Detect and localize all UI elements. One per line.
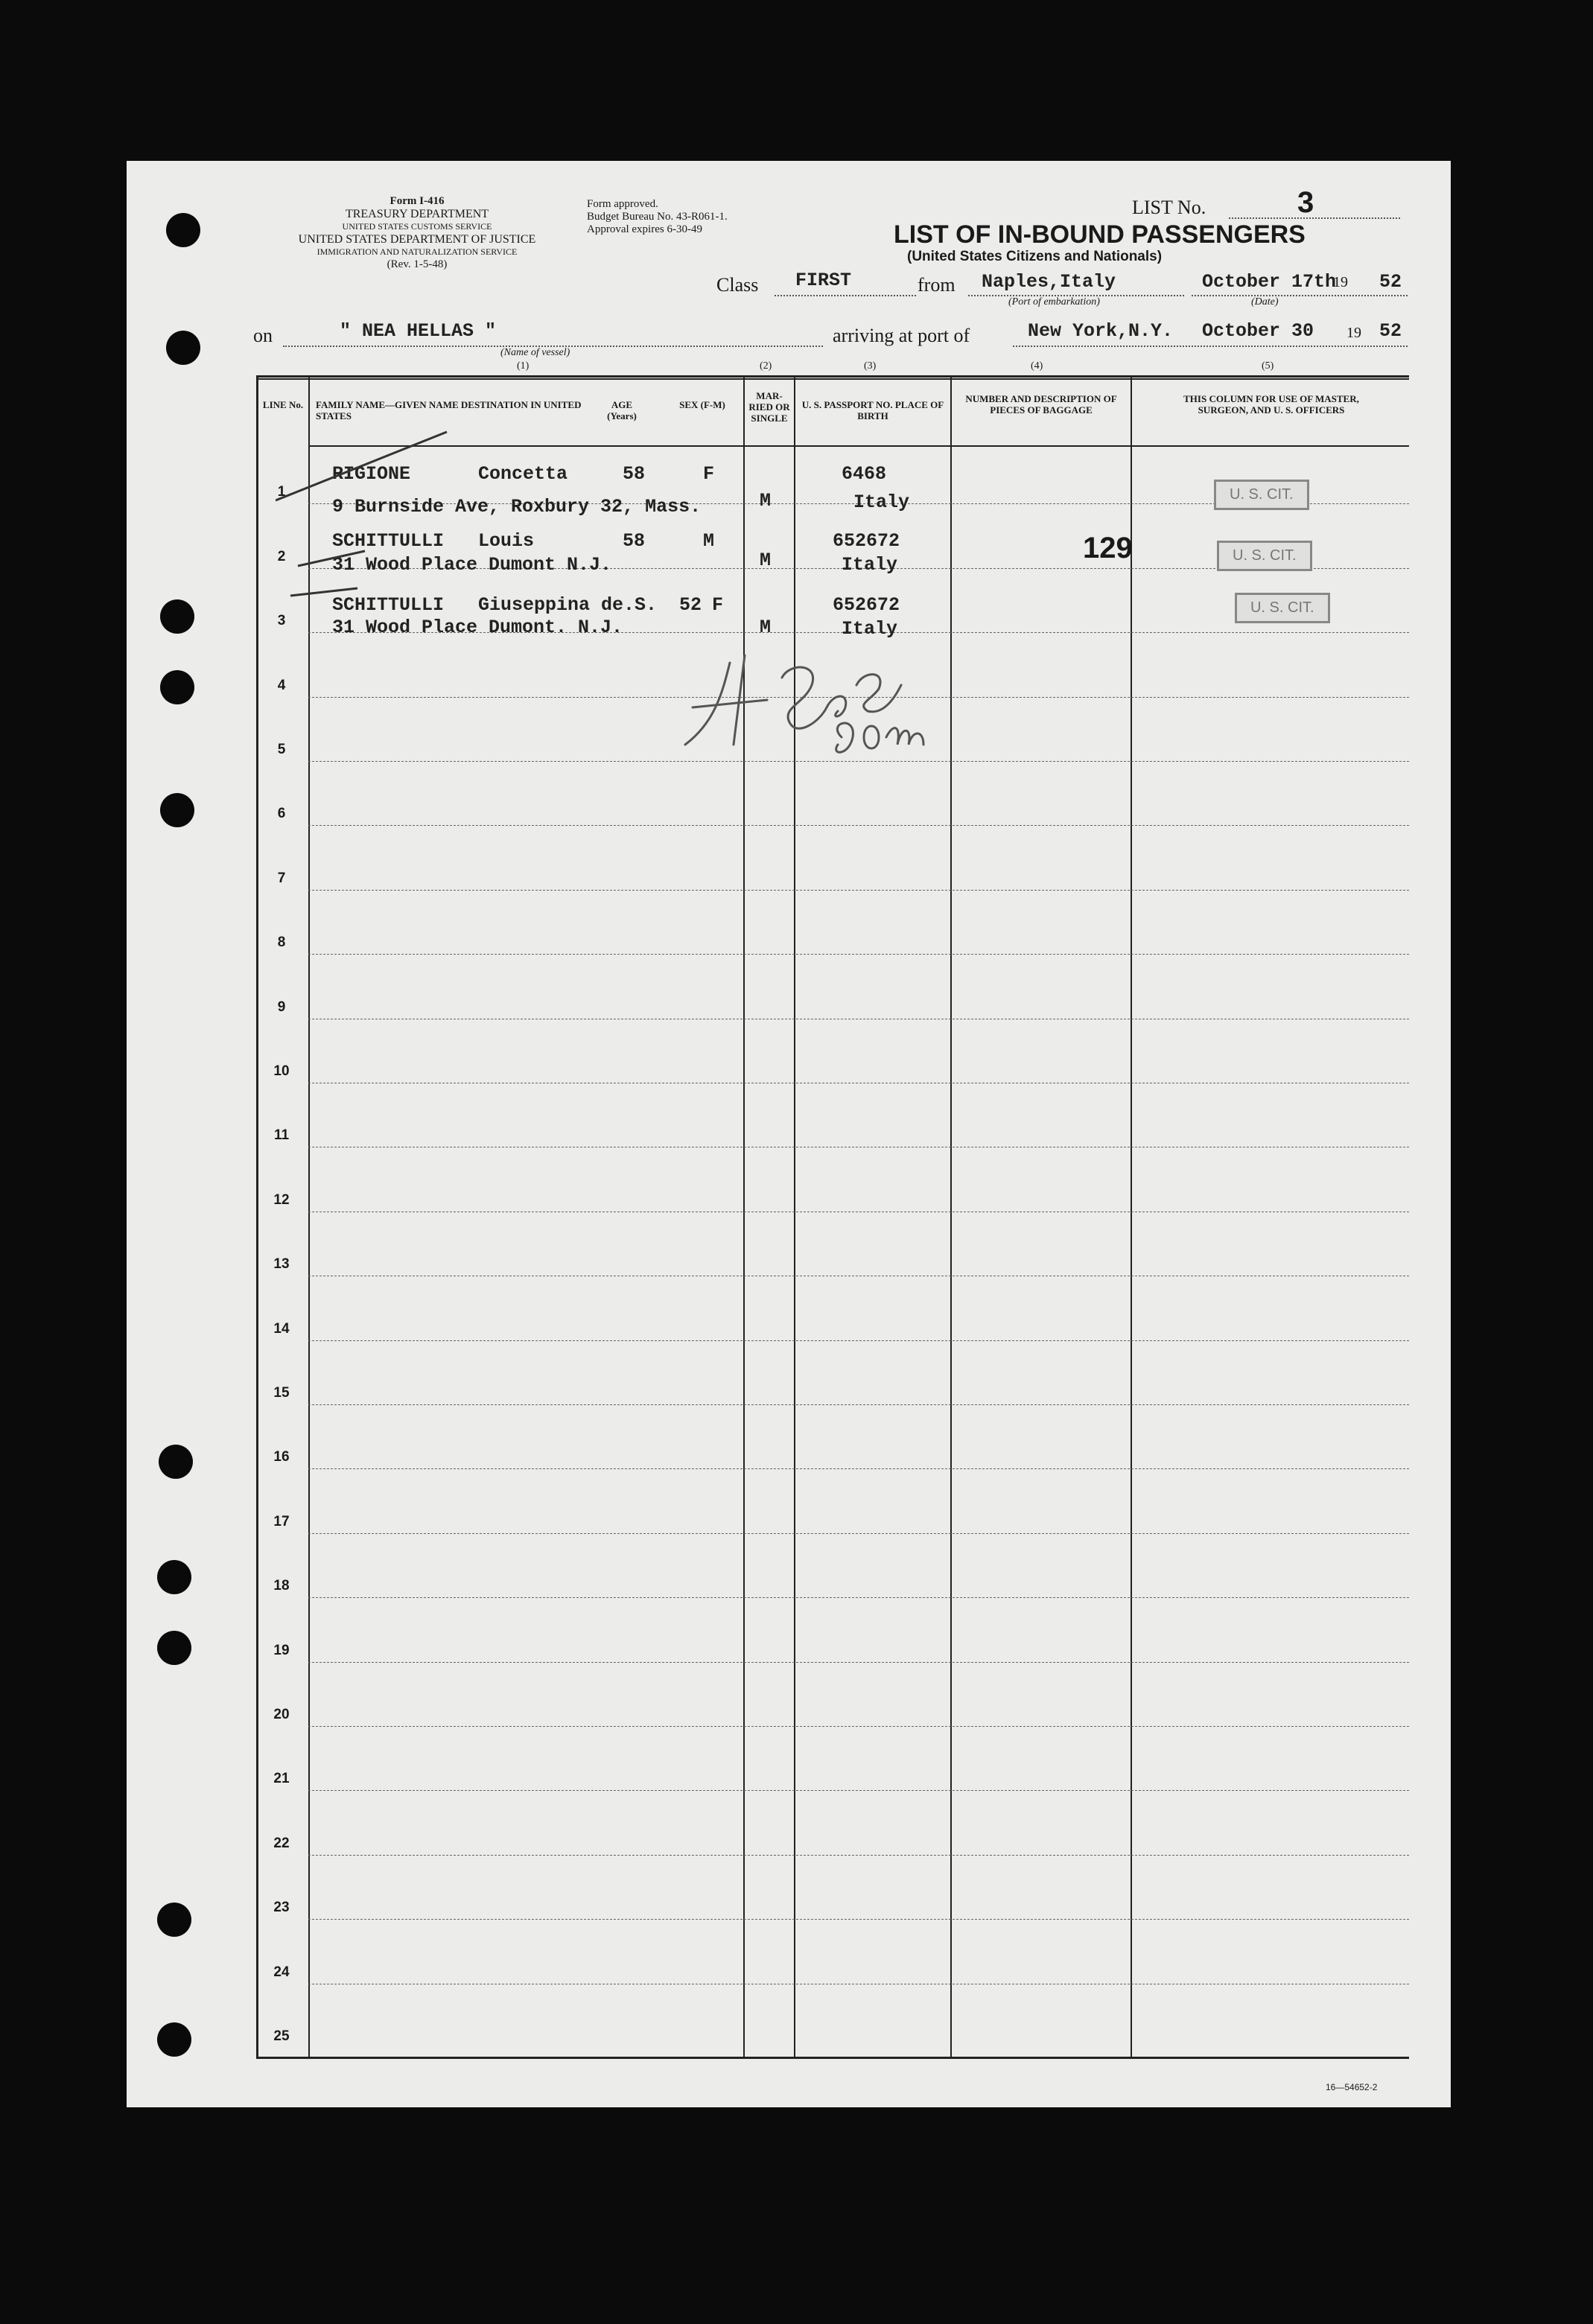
line-number: 6 [277, 806, 286, 822]
row-divider [308, 1597, 1409, 1598]
line-number: 17 [273, 1513, 290, 1529]
date-value: October 17th [1202, 271, 1337, 293]
header-married: MAR-RIED OR SINGLE [748, 390, 790, 424]
arrival-port: New York,N.Y. [1028, 320, 1174, 342]
line-number: 23 [273, 1900, 290, 1916]
arrival-year-prefix: 19 [1346, 325, 1361, 341]
date-caption: (Date) [1251, 296, 1279, 308]
row-divider [308, 1533, 1409, 1534]
citizen-stamp: U. S. CIT. [1214, 480, 1309, 510]
line-number: 24 [273, 1964, 290, 1980]
class-label: Class [716, 274, 759, 296]
baggage-count: 129 [1083, 532, 1133, 564]
line-number: 13 [273, 1256, 290, 1273]
line-number: 20 [273, 1707, 290, 1722]
marital-status: M [760, 490, 772, 512]
row-divider [308, 1662, 1409, 1663]
row-divider [308, 1855, 1409, 1856]
line-number: 9 [277, 999, 286, 1015]
binder-hole [166, 213, 200, 247]
age: 58 [623, 530, 646, 552]
footer-code: 16—54652-2 [1326, 2082, 1378, 2092]
line-number: 11 [273, 1127, 290, 1144]
row-divider [308, 890, 1409, 891]
class-value: FIRST [795, 270, 852, 291]
arrival-date: October 30 [1202, 320, 1314, 342]
given-name: Giuseppina de.S. [478, 594, 658, 616]
line-number: 4 [277, 677, 286, 693]
sex: F [703, 463, 715, 485]
header-passport: U. S. PASSPORT NO. PLACE OF BIRTH [801, 399, 944, 421]
row-divider [308, 1340, 1409, 1341]
given-name: Concetta [478, 463, 568, 485]
row-divider [308, 1726, 1409, 1727]
line-number: 14 [273, 1320, 290, 1337]
line-number: 12 [273, 1191, 290, 1208]
row-divider [308, 1468, 1409, 1469]
line-number: 15 [273, 1385, 290, 1401]
line-number: 25 [273, 2028, 290, 2044]
passport-number: 652672 [833, 530, 900, 552]
line-number: 2 [277, 548, 286, 564]
line-number: 7 [277, 870, 286, 886]
header-officers: THIS COLUMN FOR USE OF MASTER, SURGEON, AND U. S. OFFICERS [1183, 393, 1359, 416]
age: 58 [623, 463, 646, 485]
citizen-stamp: U. S. CIT. [1235, 593, 1330, 623]
binder-hole [157, 2022, 191, 2057]
given-name: Louis [478, 530, 535, 552]
col-num-3: (3) [864, 360, 877, 372]
col-num-2: (2) [760, 360, 772, 372]
ins-service: IMMIGRATION AND NATURALIZATION SERVICE [317, 246, 518, 257]
vessel-caption: (Name of vessel) [500, 347, 570, 358]
col-num-1: (1) [517, 360, 530, 372]
destination: 9 Burnside Ave, Roxbury 32, Mass. [332, 496, 702, 518]
place-of-birth: Italy [842, 618, 898, 640]
list-number-value: 3 [1297, 186, 1314, 219]
binder-hole [159, 1445, 193, 1479]
line-number: 1 [277, 484, 286, 500]
marital-status: M [760, 617, 772, 638]
line-number: 21 [273, 1771, 290, 1787]
header-name: FAMILY NAME—GIVEN NAME DESTINATION IN UNITED STATES [316, 399, 582, 421]
approval-line3: Approval expires 6-30-49 [587, 223, 702, 235]
customs-service: UNITED STATES CUSTOMS SERVICE [342, 221, 492, 232]
citizen-stamp: U. S. CIT. [1217, 541, 1312, 571]
family-name: SCHITTULLI [332, 530, 445, 552]
justice-dept: UNITED STATES DEPARTMENT OF JUSTICE [298, 233, 536, 246]
line-number: 22 [273, 1835, 290, 1851]
col-num-5: (5) [1262, 360, 1274, 372]
header-sex: SEX (F-M) [679, 399, 725, 410]
row-divider [308, 825, 1409, 826]
treasury-dept: TREASURY DEPARTMENT [345, 208, 489, 220]
row-divider [308, 1790, 1409, 1791]
header-age: AGE (Years) [607, 399, 637, 421]
year-value: 52 [1379, 271, 1402, 293]
binder-hole [160, 793, 194, 827]
from-label: from [918, 274, 956, 296]
arriving-label: arriving at port of [833, 325, 970, 346]
destination: 31 Wood Place Dumont. N.J. [332, 617, 623, 638]
list-number-label: LIST No. [1132, 197, 1206, 218]
page-title: LIST OF IN-BOUND PASSENGERS [894, 220, 1306, 249]
binder-hole [157, 1903, 191, 1937]
binder-hole [166, 331, 200, 365]
header-baggage: NUMBER AND DESCRIPTION OF PIECES OF BAGGAGE [965, 393, 1117, 416]
binder-hole [160, 670, 194, 704]
place-of-birth: Italy [853, 491, 910, 513]
passport-number: 6468 [842, 463, 887, 485]
line-number: 10 [273, 1063, 290, 1079]
line-number: 3 [277, 613, 286, 629]
marital-status: M [760, 550, 772, 571]
handwritten-signature [670, 633, 983, 774]
year-prefix: 19 [1333, 274, 1348, 290]
approval-line2: Budget Bureau No. 43-R061-1. [587, 211, 728, 223]
row-divider [308, 1404, 1409, 1405]
row-divider [308, 954, 1409, 955]
family-name: SCHITTULLI [332, 594, 445, 616]
line-number: 8 [277, 935, 286, 951]
row-divider [308, 1919, 1409, 1920]
page-subtitle: (United States Citizens and Nationals) [907, 249, 1163, 264]
binder-hole [160, 599, 194, 634]
place-of-birth: Italy [842, 554, 898, 576]
passport-number: 652672 [833, 594, 900, 616]
port-caption: (Port of embarkation) [1008, 296, 1100, 308]
destination: 31 Wood Place Dumont N.J. [332, 554, 612, 576]
from-value: Naples,Italy [982, 271, 1116, 293]
sex: M [703, 530, 715, 552]
revision-date: (Rev. 1-5-48) [387, 258, 448, 270]
binder-hole [157, 1631, 191, 1665]
family-name: RIGIONE [332, 463, 411, 485]
header-agencies [253, 195, 581, 271]
line-number: 18 [273, 1578, 290, 1594]
sex: F [712, 594, 724, 616]
vessel-value: " NEA HELLAS " [340, 320, 497, 342]
form-number: Form I-416 [389, 195, 445, 207]
binder-hole [157, 1560, 191, 1594]
line-number: 5 [277, 742, 286, 757]
header-line-no: LINE No. [262, 399, 304, 410]
on-label: on [253, 325, 273, 346]
line-number: 19 [273, 1642, 290, 1658]
col-num-4: (4) [1031, 360, 1043, 372]
line-tick-marks [276, 417, 484, 611]
line-number: 16 [273, 1449, 290, 1465]
approval-line1: Form approved. [587, 198, 658, 210]
age: 52 [679, 594, 702, 616]
arrival-year: 52 [1379, 320, 1402, 342]
approval-block [587, 198, 728, 236]
